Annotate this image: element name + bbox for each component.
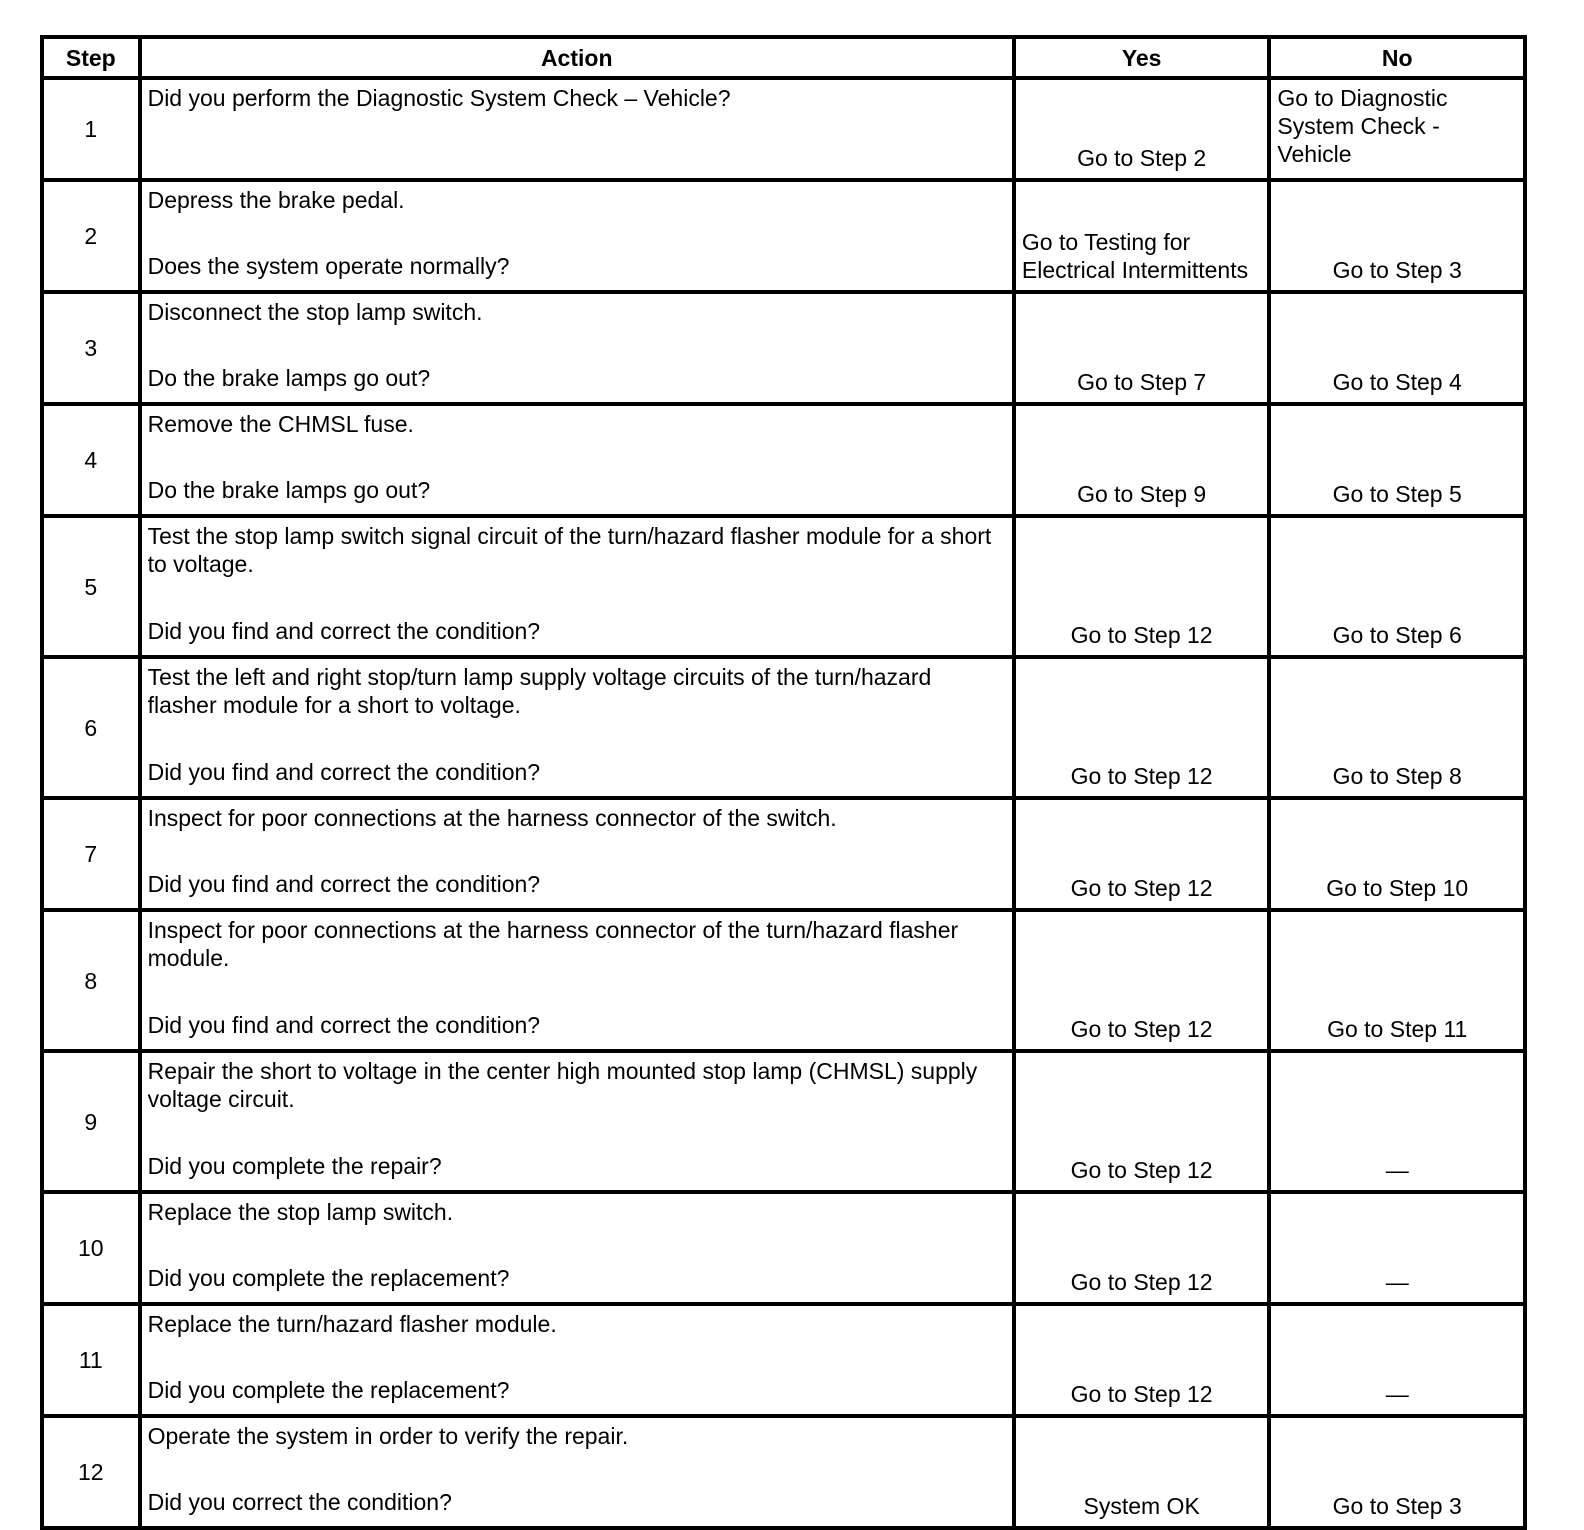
table-row (42, 1416, 1525, 1528)
yes-outcome: Go to Step 7 (1014, 292, 1270, 404)
diagnostic-table (40, 35, 1527, 1530)
action-instruction: Test the left and right stop/turn lamp supply voltage circuits of the turn/hazard flasher module for a short to voltage. (147, 664, 932, 718)
yes-outcome: Go to Step 9 (1014, 404, 1270, 516)
action-instruction: Replace the stop lamp switch. (147, 1199, 454, 1225)
step-number: 3 (42, 292, 140, 404)
table-row (42, 516, 1525, 657)
action-instruction: Repair the short to voltage in the center high mounted stop lamp (CHMSL) supply voltage circuit. (147, 1058, 978, 1112)
table-row (42, 292, 1525, 404)
action-cell (140, 1051, 1014, 1192)
action-cell (140, 78, 1014, 180)
step-number: 11 (42, 1304, 140, 1416)
no-outcome: Go to Step 8 (1269, 657, 1525, 798)
step-number: 1 (42, 78, 140, 180)
header-yes: Yes (1014, 37, 1270, 78)
action-question: Do the brake lamps go out? (147, 477, 431, 503)
action-question: Do the brake lamps go out? (147, 365, 431, 391)
yes-outcome: Go to Step 12 (1014, 1051, 1270, 1192)
action-instruction: Replace the turn/hazard flasher module. (147, 1311, 557, 1337)
table-row (42, 1304, 1525, 1416)
action-cell (140, 1192, 1014, 1304)
action-cell (140, 910, 1014, 1051)
no-outcome: Go to Diagnostic System Check - Vehicle (1269, 78, 1525, 180)
action-question: Did you complete the replacement? (147, 1265, 510, 1291)
step-number: 7 (42, 798, 140, 910)
action-instruction: Disconnect the stop lamp switch. (147, 299, 483, 325)
yes-outcome: Go to Step 12 (1014, 1304, 1270, 1416)
yes-outcome: Go to Step 12 (1014, 657, 1270, 798)
no-outcome: Go to Step 3 (1269, 1416, 1525, 1528)
table-row (42, 180, 1525, 292)
no-outcome: Go to Step 10 (1269, 798, 1525, 910)
yes-outcome: Go to Step 12 (1014, 910, 1270, 1051)
action-question: Did you correct the condition? (147, 1489, 452, 1515)
action-instruction: Inspect for poor connections at the harness connector of the switch. (147, 805, 837, 831)
header-step: Step (42, 37, 140, 78)
step-number: 8 (42, 910, 140, 1051)
no-outcome: Go to Step 6 (1269, 516, 1525, 657)
header-row (42, 37, 1525, 78)
action-question: Did you complete the replacement? (147, 1377, 510, 1403)
no-outcome: — (1269, 1304, 1525, 1416)
action-question: Does the system operate normally? (147, 253, 510, 279)
action-cell (140, 180, 1014, 292)
step-number: 4 (42, 404, 140, 516)
action-question: Did you find and correct the condition? (147, 871, 541, 897)
yes-outcome: Go to Testing for Electrical Intermittents (1014, 180, 1270, 292)
action-cell (140, 657, 1014, 798)
action-question: Did you perform the Diagnostic System Check – Vehicle? (147, 85, 731, 111)
step-number: 12 (42, 1416, 140, 1528)
action-instruction: Operate the system in order to verify the repair. (147, 1423, 629, 1449)
step-number: 9 (42, 1051, 140, 1192)
table-row (42, 1051, 1525, 1192)
action-instruction: Depress the brake pedal. (147, 187, 405, 213)
action-cell (140, 404, 1014, 516)
action-cell (140, 292, 1014, 404)
step-number: 10 (42, 1192, 140, 1304)
table-row (42, 1192, 1525, 1304)
action-cell (140, 516, 1014, 657)
action-question: Did you complete the repair? (147, 1153, 442, 1179)
action-instruction: Inspect for poor connections at the harness connector of the turn/hazard flasher module. (147, 917, 959, 971)
header-action: Action (140, 37, 1014, 78)
no-outcome: Go to Step 4 (1269, 292, 1525, 404)
action-question: Did you find and correct the condition? (147, 1012, 541, 1038)
yes-outcome: Go to Step 12 (1014, 798, 1270, 910)
action-instruction: Test the stop lamp switch signal circuit of the turn/hazard flasher module for a short to voltage. (147, 523, 992, 577)
action-cell (140, 798, 1014, 910)
action-cell (140, 1304, 1014, 1416)
action-cell (140, 1416, 1014, 1528)
action-question: Did you find and correct the condition? (147, 759, 541, 785)
table-row (42, 404, 1525, 516)
no-outcome: Go to Step 3 (1269, 180, 1525, 292)
no-outcome: Go to Step 11 (1269, 910, 1525, 1051)
yes-outcome: Go to Step 12 (1014, 516, 1270, 657)
yes-outcome: Go to Step 12 (1014, 1192, 1270, 1304)
no-outcome: Go to Step 5 (1269, 404, 1525, 516)
yes-outcome: System OK (1014, 1416, 1270, 1528)
header-no: No (1269, 37, 1525, 78)
step-number: 2 (42, 180, 140, 292)
action-question: Did you find and correct the condition? (147, 618, 541, 644)
action-instruction: Remove the CHMSL fuse. (147, 411, 414, 437)
no-outcome: — (1269, 1051, 1525, 1192)
table-row (42, 657, 1525, 798)
yes-outcome: Go to Step 2 (1014, 78, 1270, 180)
step-number: 6 (42, 657, 140, 798)
no-outcome: — (1269, 1192, 1525, 1304)
step-number: 5 (42, 516, 140, 657)
table-row (42, 798, 1525, 910)
table-row (42, 910, 1525, 1051)
table-row (42, 78, 1525, 180)
